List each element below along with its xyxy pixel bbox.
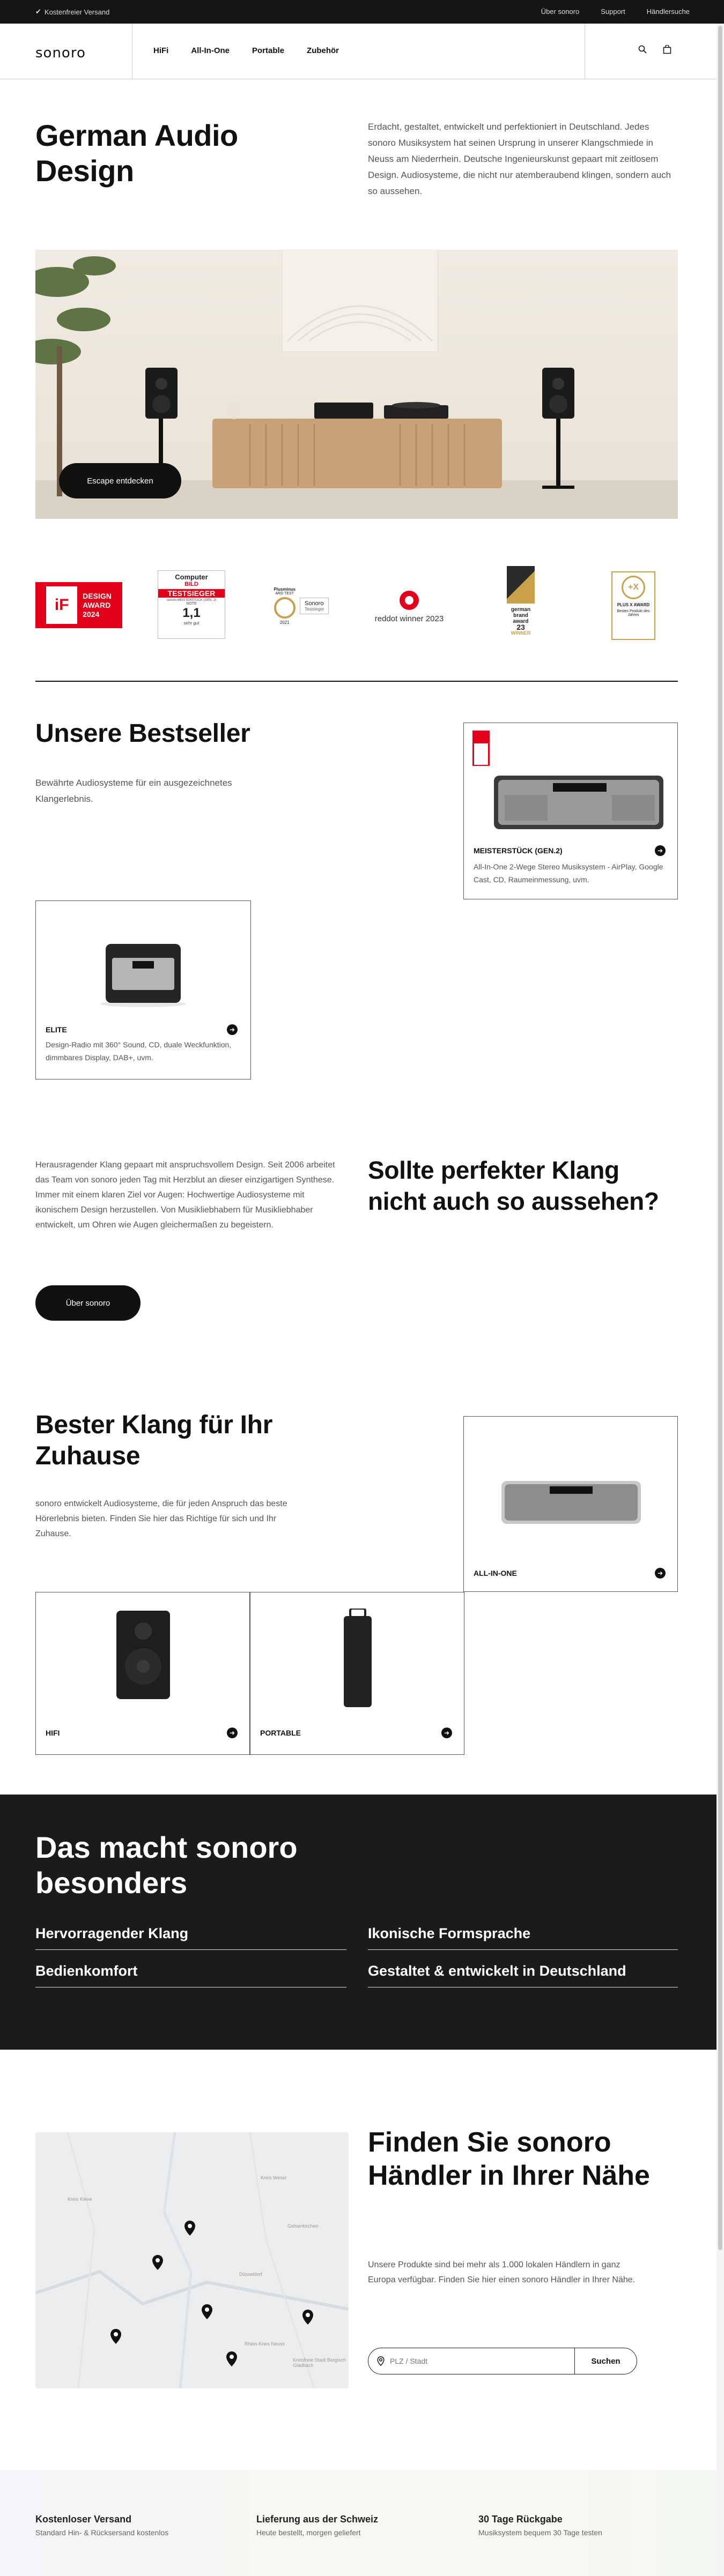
arrow-right-icon[interactable]: ➜ [655, 1568, 666, 1579]
categories-title: Bester Klang für Ihr Zuhause [35, 1411, 273, 1470]
cb-label: TESTSIEGER [158, 589, 225, 598]
dealer-search-button[interactable]: Suchen [574, 2348, 637, 2374]
portable-label: PORTABLE [260, 1729, 301, 1737]
about-sonoro-button[interactable]: Über sonoro [35, 1285, 141, 1321]
main-nav [153, 46, 339, 55]
section-divider [35, 681, 678, 682]
category-card-portable[interactable] [250, 1592, 464, 1755]
categories-text: sonoro entwickelt Audiosysteme, die für jeden Anspruch das beste Hörerlebnis bieten. Finden Sie hier das Richtige für sich und Ihr Zuhause. [35, 1499, 287, 1538]
dealer-title: Finden Sie sonoro Händler in Ihrer Nähe [368, 2127, 650, 2191]
hifi-label: HIFI [46, 1729, 60, 1737]
map-pin-icon[interactable] [183, 2220, 196, 2236]
computerbild-test-badge [158, 570, 225, 639]
feature-sound[interactable]: Hervorragender Klang [35, 1925, 346, 1950]
map-label-gelsenkirchen: Gelsenkirchen [287, 2223, 319, 2229]
dealer-map[interactable] [35, 2132, 349, 2388]
page-scrollbar[interactable] [716, 24, 724, 2576]
if-design-award-badge: iF DESIGN AWARD 2024 [35, 582, 122, 628]
map-label-duesseldorf: Düsseldorf [239, 2272, 263, 2277]
cb-brand: Computer [175, 573, 208, 581]
plus-x-award-badge: +X PLUS X AWARD Bestes Produkt des Jahres [611, 571, 655, 640]
plusminus-brand: Sonoro [304, 600, 324, 607]
search-icon[interactable] [638, 45, 647, 57]
site-header [0, 24, 724, 79]
shipping-note [35, 8, 109, 16]
top-links [541, 8, 690, 16]
reddot-label: reddot winner 2023 [374, 614, 444, 623]
cb-brand2: BILD [184, 581, 198, 587]
plusminus-brand-sub: Testsieger [304, 606, 324, 612]
map-pin-icon[interactable] [201, 2304, 213, 2320]
nav-hifi[interactable]: HiFi [153, 46, 169, 55]
feature-made-in-germany[interactable]: Gestaltet & entwickelt in Deutschland [368, 1963, 678, 1987]
arrow-right-icon[interactable]: ➜ [227, 1728, 238, 1738]
discover-escape-button[interactable]: Escape entdecken [59, 463, 181, 498]
hero-text: Erdacht, gestaltet, entwickelt und perfektioniert in Deutschland. Jedes sonoro Musiksystem hat seinen Ursprung in unserer Klangschmiede in Neuss am Niederrhein. Deutsche Ingenieurskunst gepaart mit zeitlosem Design. Audiosysteme, die nicht nur atemberaubend klingen, sondern auch so aussehen. [368, 122, 671, 196]
plusminus-year: 2021 [279, 620, 290, 625]
map-label-wesel: Kreis Wesel [261, 2175, 286, 2180]
cart-icon[interactable] [663, 45, 671, 57]
bestseller-title: Unsere Bestseller [35, 719, 250, 748]
category-card-hifi[interactable] [35, 1592, 250, 1755]
link-dealer-search[interactable]: Händlersuche [646, 8, 690, 16]
category-card-all-in-one[interactable] [463, 1416, 678, 1592]
arrow-right-icon[interactable]: ➜ [227, 1024, 238, 1035]
portable-image [336, 1609, 379, 1710]
cb-grade: 1,1 [182, 606, 201, 620]
check-icon: ✔ [35, 8, 41, 16]
map-pin-icon[interactable] [301, 2309, 314, 2325]
map-label-neuss: Rhein-Kreis Neuss [245, 2341, 285, 2347]
plusminus-sub: ARD TEST [275, 591, 294, 595]
hero-title: German Audio Design [35, 118, 238, 188]
gba-4: 23 [516, 623, 525, 631]
arrow-right-icon[interactable]: ➜ [441, 1728, 452, 1738]
gba-1: german [511, 607, 531, 613]
cb-sub: sonoro MEISTERSTÜCK (GEN. 2) [166, 599, 217, 602]
usp-band [0, 2470, 724, 2576]
map-label-bergisch-gladbach: Kreisfreie Stadt Bergisch Gladbach [293, 2357, 346, 2368]
usp-return-sub: Musiksystem bequem 30 Tage testen [478, 2528, 602, 2537]
nav-all-in-one[interactable]: All-In-One [191, 46, 230, 55]
awards-row [35, 566, 678, 646]
hero-image [35, 250, 678, 519]
if-line-2: AWARD [83, 600, 111, 609]
nav-portable[interactable]: Portable [252, 46, 285, 55]
usp-shipping [35, 2514, 168, 2537]
german-brand-award-badge [502, 566, 540, 646]
usp-delivery-title: Lieferung aus der Schweiz [256, 2514, 379, 2525]
plusx-sub: Bestes Produkt des Jahres [617, 609, 650, 617]
link-about[interactable]: Über sonoro [541, 8, 580, 16]
sonoro-logo[interactable]: sonoro [35, 45, 86, 61]
location-icon [377, 2356, 385, 2366]
plusx-title: PLUS X AWARD [617, 602, 650, 607]
cb-note: NOTE [186, 602, 197, 606]
bestseller-text: Bewährte Audiosysteme für ein ausgezeichnetes Klangerlebnis. [35, 778, 232, 804]
map-label-kleve: Kreis Kleve [68, 2197, 92, 2202]
nav-accessories[interactable]: Zubehör [307, 46, 339, 55]
elite-image [90, 939, 197, 1008]
elite-desc: Design-Radio mit 360° Sound, CD, duale Weckfunktion, dimmbares Display, DAB+, uvm. [46, 1040, 232, 1062]
features-title: Das macht sonoro besonders [35, 1830, 298, 1900]
hifi-image [111, 1611, 175, 1702]
map-pin-icon[interactable] [225, 2351, 238, 2367]
plusminus-award-badge [258, 580, 344, 631]
usp-shipping-title: Kostenloser Versand [35, 2514, 132, 2525]
about-title: Sollte perfekter Klang nicht auch so aussehen? [368, 1156, 659, 1215]
scrollbar-thumb[interactable] [718, 26, 722, 2250]
shipping-label: Kostenfreier Versand [44, 8, 110, 16]
plusminus-title: Plusminus [274, 586, 295, 592]
gba-3: award [513, 619, 529, 624]
map-pin-icon[interactable] [109, 2328, 122, 2344]
all-in-one-label: ALL-IN-ONE [474, 1569, 517, 1577]
usp-shipping-sub: Standard Hin- & Rücksersand kostenlos [35, 2528, 169, 2537]
about-text: Herausragender Klang gepaart mit anspruchsvollem Design. Seit 2006 arbeitet das Team von sonoro jeden Tag mit Herzblut an dieser einzigartigen Synthese. Immer mit einem klaren Ziel vor Augen: Hochwertige Audiosysteme mit ikonischem Design herzustellen. Von Musikliebhabern für Musikliebhaber entwickelt, um Ohren wie Augen gleichermaßen zu begeistern. [35, 1160, 335, 1230]
reddot-icon [398, 590, 420, 611]
if-line-1: DESIGN [83, 591, 112, 600]
usp-return [478, 2514, 602, 2537]
all-in-one-image [501, 1470, 641, 1529]
feature-usability[interactable]: Bedienkomfort [35, 1963, 346, 1987]
feature-design[interactable]: Ikonische Formsprache [368, 1925, 678, 1950]
header-icons [638, 45, 671, 57]
dealer-text: Unsere Produkte sind bei mehr als 1.000 lokalen Händlern in ganz Europa verfügbar. Finden Sie hier einen sonoro Händler in Ihrer Nähe. [368, 2260, 636, 2284]
product-card-elite[interactable] [35, 900, 251, 1079]
elite-label: ELITE [46, 1025, 67, 1034]
map-pin-icon[interactable] [151, 2254, 164, 2270]
features-section [0, 1795, 724, 2050]
if-line-3: 2024 [83, 609, 100, 619]
usp-delivery-sub: Heute bestellt, morgen geliefert [256, 2528, 361, 2537]
link-support[interactable]: Support [601, 8, 625, 16]
reddot-badge [364, 582, 455, 630]
meisterstueck-image [472, 731, 669, 843]
usp-delivery [256, 2514, 378, 2537]
gba-2: brand [513, 613, 528, 619]
top-bar [0, 0, 724, 24]
dealer-location-input[interactable] [385, 2357, 574, 2365]
meisterstueck-label: MEISTERSTÜCK (GEN.2) [474, 846, 563, 855]
product-card-meisterstueck[interactable] [463, 723, 678, 899]
cb-grade-word: sehr gut [183, 621, 200, 626]
arrow-right-icon[interactable]: ➜ [655, 845, 666, 856]
gba-5: WINNER [511, 630, 531, 636]
meisterstueck-desc: All-In-One 2-Wege Stereo Musiksystem - AirPlay, Google Cast, CD, Raumeinmessung, uvm. [474, 862, 663, 884]
dealer-search-form [368, 2348, 637, 2374]
usp-return-title: 30 Tage Rückgabe [478, 2514, 563, 2525]
